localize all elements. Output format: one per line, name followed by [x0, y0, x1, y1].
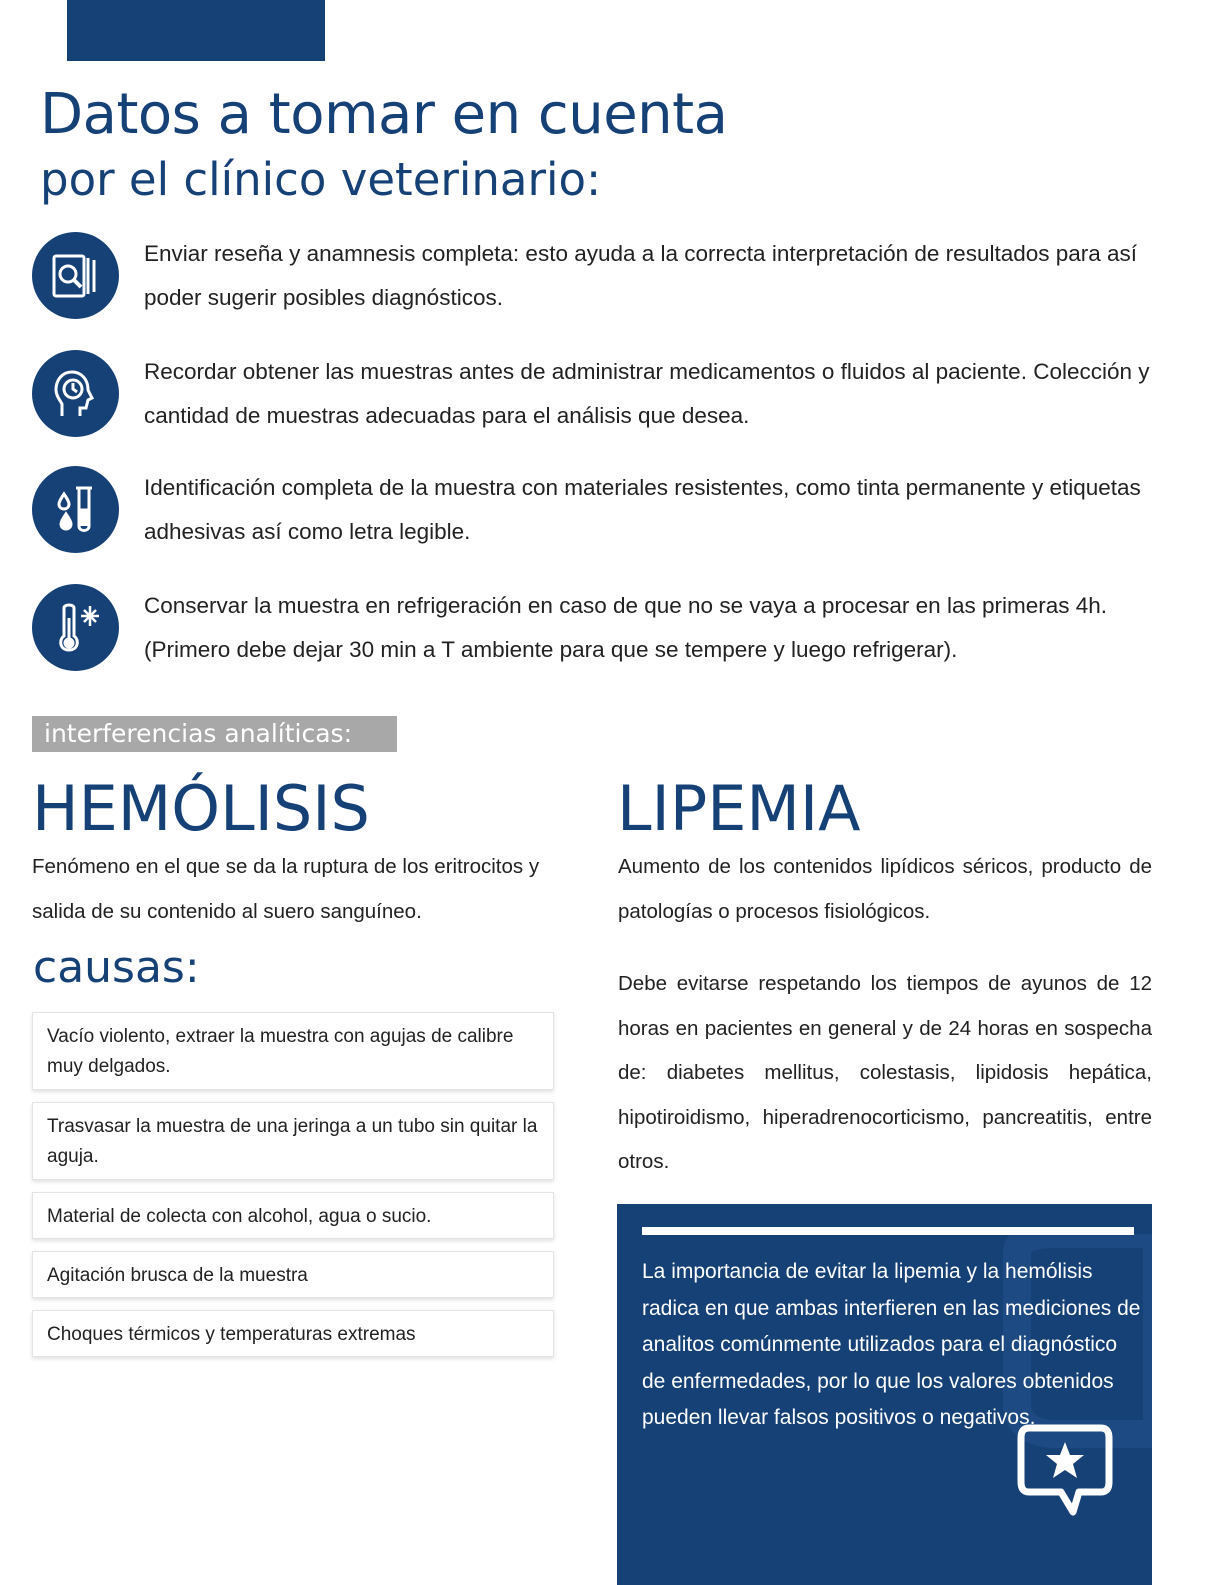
lipemia-description: Aumento de los contenidos lipídicos séricos, producto de patologías o procesos fisiológicos.	[618, 855, 1152, 923]
cause-item: Vacío violento, extraer la muestra con agujas de calibre muy delgados.	[32, 1012, 554, 1090]
tip-item	[32, 466, 1162, 556]
tip-text: Identificación completa de la muestra con materiales resistentes, como tinta permanente y etiquetas adhesivas así como letra legible.	[144, 475, 1141, 544]
tip-text: Recordar obtener las muestras antes de administrar medicamentos o fluidos al paciente. Colección y cantidad de muestras adecuadas para el análisis que desea.	[144, 359, 1150, 428]
cause-item: Material de colecta con alcohol, agua o sucio.	[32, 1192, 554, 1239]
lipemia-title: LIPEMIA	[617, 772, 861, 845]
tip-text: Conservar la muestra en refrigeración en caso de que no se vaya a procesar en las primeras 4h. (Primero debe dejar 30 min a T ambiente para que se tempere y luego refrigerar).	[144, 593, 1108, 662]
tip-item	[32, 232, 1162, 322]
section-label: interferencias analíticas:	[32, 716, 397, 752]
tip-item	[32, 584, 1162, 674]
page-title: Datos a tomar en cuenta	[40, 82, 728, 147]
hemolisis-title: HEMÓLISIS	[32, 772, 370, 845]
cause-item: Trasvasar la muestra de una jeringa a un tubo sin quitar la aguja.	[32, 1102, 554, 1180]
callout-box	[617, 1204, 1152, 1585]
cause-item: Agitación brusca de la muestra	[32, 1251, 554, 1298]
header-tab	[67, 0, 325, 61]
callout-divider	[642, 1227, 1134, 1235]
tip-item	[32, 350, 1162, 440]
page-subtitle: por el clínico veterinario:	[40, 153, 602, 206]
star-speech-bubble-icon	[1015, 1422, 1115, 1522]
callout-text: La importancia de evitar la lipemia y la hemólisis radica en que ambas interfieren en las mediciones de analitos comúnmente utilizados para el diagnóstico de enfermedades, por lo que los valores obtenidos pueden llevar falsos positivos o negativos.	[642, 1260, 1141, 1429]
test-tube-drops-icon	[32, 466, 119, 553]
lipemia-prevention: Debe evitarse respetando los tiempos de ayunos de 12 horas en pacientes en general y de 24 horas en sospecha de: diabetes mellitus, colestasis, lipidosis hepática, hipotiroidismo, hiperadrenocorticismo, pancreatitis, entre otros.	[618, 972, 1152, 1173]
tip-text: Enviar reseña y anamnesis completa: esto ayuda a la correcta interpretación de resultados para así poder sugerir posibles diagnósticos.	[144, 241, 1138, 310]
hemolisis-description: Fenómeno en el que se da la ruptura de los eritrocitos y salida de su contenido al suero sanguíneo.	[32, 855, 540, 923]
cause-item: Choques térmicos y temperaturas extremas	[32, 1310, 554, 1357]
document-search-icon	[32, 232, 119, 319]
thermometer-snowflake-icon	[32, 584, 119, 671]
causas-title: causas:	[33, 942, 200, 993]
head-clock-icon	[32, 350, 119, 437]
